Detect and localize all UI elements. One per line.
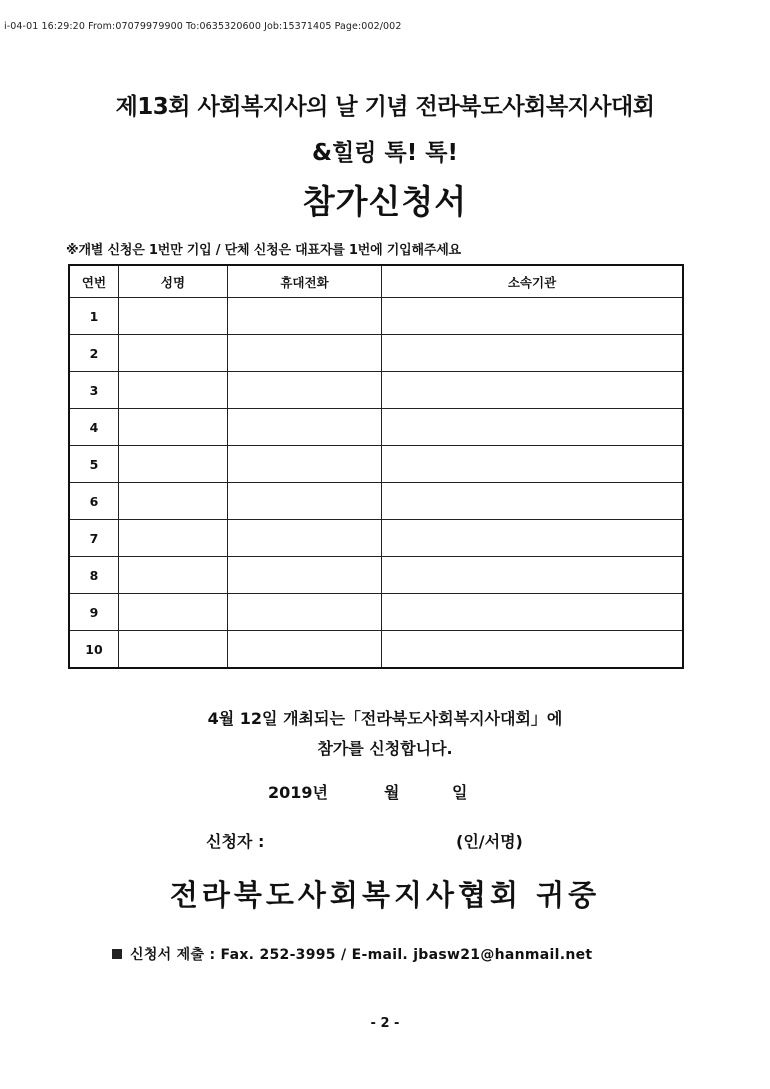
organization-cell[interactable]: [382, 483, 684, 520]
header-phone: 휴대전화: [228, 265, 382, 298]
header-number: 연번: [69, 265, 119, 298]
header-name: 성명: [119, 265, 228, 298]
name-cell[interactable]: [119, 298, 228, 335]
phone-cell[interactable]: [228, 409, 382, 446]
phone-cell[interactable]: [228, 631, 382, 669]
row-number: 2: [69, 335, 119, 372]
name-cell[interactable]: [119, 631, 228, 669]
organization-cell[interactable]: [382, 409, 684, 446]
applicant-label: 신청자 :: [206, 832, 265, 851]
phone-cell[interactable]: [228, 298, 382, 335]
name-cell[interactable]: [119, 335, 228, 372]
square-bullet-icon: [112, 949, 122, 959]
table-row: [69, 409, 683, 446]
phone-cell[interactable]: [228, 520, 382, 557]
name-cell[interactable]: [119, 372, 228, 409]
name-cell[interactable]: [119, 483, 228, 520]
phone-cell[interactable]: [228, 557, 382, 594]
name-cell[interactable]: [119, 594, 228, 631]
statement-line1: 4월 12일 개최되는「전라북도사회복지사대회」에: [207, 709, 563, 728]
application-statement: [0, 704, 770, 764]
phone-cell[interactable]: [228, 594, 382, 631]
row-number: 9: [69, 594, 119, 631]
organization-cell[interactable]: [382, 298, 684, 335]
submission-info: [112, 944, 592, 964]
phone-cell[interactable]: [228, 446, 382, 483]
form-title-line2: &힐링 톡! 톡!: [312, 140, 458, 166]
submission-text: 신청서 제출 : Fax. 252-3995 / E-mail. jbasw21@hanmail.net: [130, 947, 593, 963]
table-row: [69, 520, 683, 557]
organization-cell[interactable]: [382, 372, 684, 409]
table-row: [69, 372, 683, 409]
date-month[interactable]: 월: [384, 783, 400, 802]
row-number: 5: [69, 446, 119, 483]
fax-header: i-04-01 16:29:20 From:07079979900 To:0635320600 Job:15371405 Page:002/002: [4, 21, 402, 32]
participant-table: [68, 264, 684, 669]
row-number: 1: [69, 298, 119, 335]
name-cell[interactable]: [119, 409, 228, 446]
statement-line2: 참가를 신청합니다.: [317, 739, 453, 758]
organization-cell[interactable]: [382, 446, 684, 483]
row-number: 8: [69, 557, 119, 594]
organization-cell[interactable]: [382, 335, 684, 372]
instruction-note: ※개별 신청은 1번만 기입 / 단체 신청은 대표자를 1번에 기입해주세요: [66, 243, 461, 258]
name-cell[interactable]: [119, 446, 228, 483]
header-organization: 소속기관: [382, 265, 684, 298]
name-cell[interactable]: [119, 520, 228, 557]
page-number: - 2 -: [370, 1016, 400, 1031]
name-cell[interactable]: [119, 557, 228, 594]
row-number: 4: [69, 409, 119, 446]
table-row: [69, 594, 683, 631]
table-row: [69, 446, 683, 483]
row-number: 7: [69, 520, 119, 557]
phone-cell[interactable]: [228, 483, 382, 520]
row-number: 3: [69, 372, 119, 409]
organization-cell[interactable]: [382, 520, 684, 557]
table-row: [69, 557, 683, 594]
table-row: [69, 335, 683, 372]
signature-label[interactable]: (인/서명): [456, 832, 523, 851]
table-row: [69, 631, 683, 669]
date-day[interactable]: 일: [452, 783, 468, 802]
row-number: 6: [69, 483, 119, 520]
form-title-line1: 제13회 사회복지사의 날 기념 전라북도사회복지사대회: [115, 94, 655, 120]
phone-cell[interactable]: [228, 372, 382, 409]
phone-cell[interactable]: [228, 335, 382, 372]
form-title-main: 참가신청서: [302, 182, 468, 221]
table-header-row: [69, 265, 683, 298]
organization-cell[interactable]: [382, 594, 684, 631]
row-number: 10: [69, 631, 119, 669]
date-year: 2019년: [268, 783, 328, 802]
recipient-organization: 전라북도사회복지사협회 귀중: [169, 878, 601, 912]
organization-cell[interactable]: [382, 631, 684, 669]
organization-cell[interactable]: [382, 557, 684, 594]
table-row: [69, 483, 683, 520]
table-row: [69, 298, 683, 335]
